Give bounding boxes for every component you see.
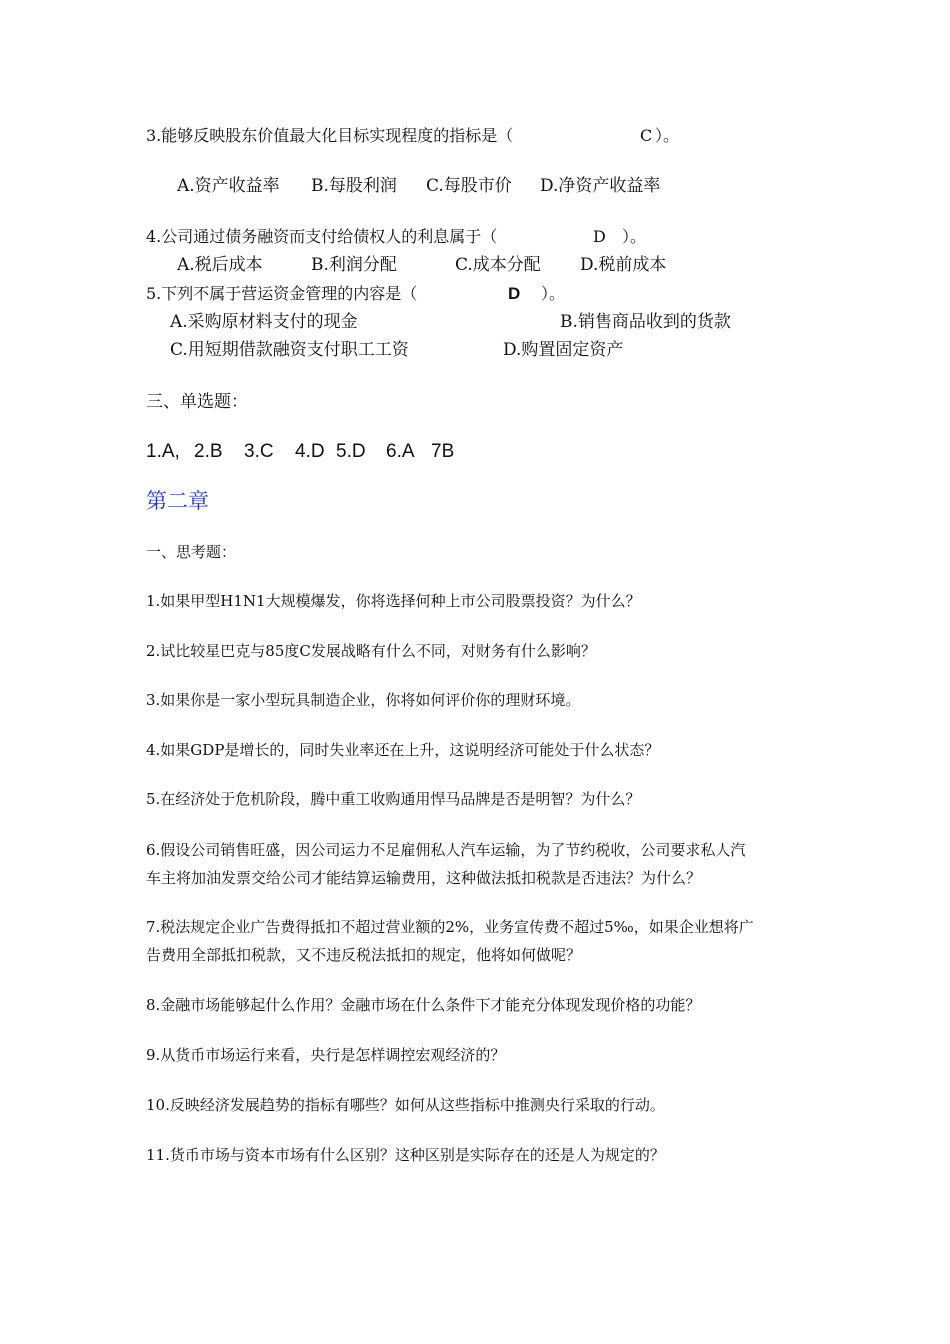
- question-4-answer: D: [593, 227, 606, 246]
- answer-key-item: 6.A: [386, 441, 415, 462]
- thinking-question-6-line-2: 车主将加油发票交给公司才能结算运输费用，这种做法抵扣税款是否违法？为什么？: [146, 869, 702, 887]
- thinking-question-10: 10.反映经济发展趋势的指标有哪些？如何从这些指标中推测央行采取的行动。: [146, 1096, 665, 1114]
- q4-option-d: D.税前成本: [580, 255, 667, 275]
- thinking-question-8: 8.金融市场能够起什么作用？金融市场在什么条件下才能充分体现发现价格的功能？: [146, 996, 701, 1014]
- thinking-question-11: 11.货币市场与资本市场有什么区别？这种区别是实际存在的还是人为规定的？: [146, 1146, 665, 1164]
- answer-key-item: 7B: [431, 441, 455, 462]
- q5-option-b: B.销售商品收到的货款: [560, 312, 731, 332]
- answer-key-item: 2.B: [194, 441, 223, 462]
- question-3-text: 3.能够反映股东价值最大化目标实现程度的指标是（: [146, 126, 514, 145]
- question-3-close: ）。: [655, 126, 680, 145]
- question-4-text: 4.公司通过债务融资而支付给债权人的利息属于（: [146, 227, 498, 246]
- answer-key-item: 1.A,: [146, 441, 180, 462]
- q3-option-b: B.每股利润: [311, 176, 397, 196]
- question-4-close: ）。: [622, 227, 647, 246]
- q4-option-c: C.成本分配: [455, 255, 541, 275]
- thinking-question-7-line-2: 告费用全部抵扣税款，又不违反税法抵扣的规定，他将如何做呢？: [146, 946, 582, 964]
- q5-option-d: D.购置固定资产: [503, 340, 624, 360]
- q4-option-b: B.利润分配: [311, 255, 397, 275]
- question-5-answer: D: [508, 284, 521, 303]
- section-3-title: 三、单选题：: [146, 392, 248, 412]
- question-3-answer: C: [640, 126, 653, 145]
- chapter-title: 第二章: [146, 489, 209, 513]
- answer-key-item: 5.D: [336, 441, 366, 462]
- q3-option-d: D.净资产收益率: [540, 176, 661, 196]
- q3-option-c: C.每股市价: [426, 176, 512, 196]
- thinking-question-2: 2.试比较星巴克与85度C发展战略有什么不同，对财务有什么影响？: [146, 642, 596, 660]
- answer-key-item: 4.D: [295, 441, 325, 462]
- thinking-question-9: 9.从货币市场运行来看，央行是怎样调控宏观经济的？: [146, 1046, 506, 1064]
- q4-option-a: A.税后成本: [177, 255, 263, 275]
- thinking-question-4: 4.如果GDP是增长的，同时失业率还在上升，这说明经济可能处于什么状态？: [146, 741, 660, 759]
- q3-option-a: A.资产收益率: [177, 176, 280, 196]
- question-5-close: ）。: [541, 284, 566, 303]
- thinking-question-7-line-1: 7.税法规定企业广告费得抵扣不超过营业额的2%，业务宣传费不超过5‰，如果企业想将广: [146, 918, 754, 936]
- question-5-text: 5.下列不属于营运资金管理的内容是（: [146, 284, 418, 303]
- thinking-question-1: 1.如果甲型H1N1大规模爆发，你将选择何种上市公司股票投资？为什么？: [146, 592, 641, 610]
- thinking-section-title: 一、思考题：: [146, 543, 237, 561]
- thinking-question-3: 3.如果你是一家小型玩具制造企业，你将如何评价你的理财环境。: [146, 691, 581, 709]
- q5-option-c: C.用短期借款融资支付职工工资: [170, 340, 409, 360]
- answer-key-item: 3.C: [244, 441, 274, 462]
- thinking-question-6-line-1: 6.假设公司销售旺盛，因公司运力不足雇佣私人汽车运输，为了节约税收，公司要求私人汽: [146, 841, 746, 859]
- thinking-question-5: 5.在经济处于危机阶段，腾中重工收购通用悍马品牌是否是明智？为什么？: [146, 790, 641, 808]
- q5-option-a: A.采购原材料支付的现金: [170, 312, 358, 332]
